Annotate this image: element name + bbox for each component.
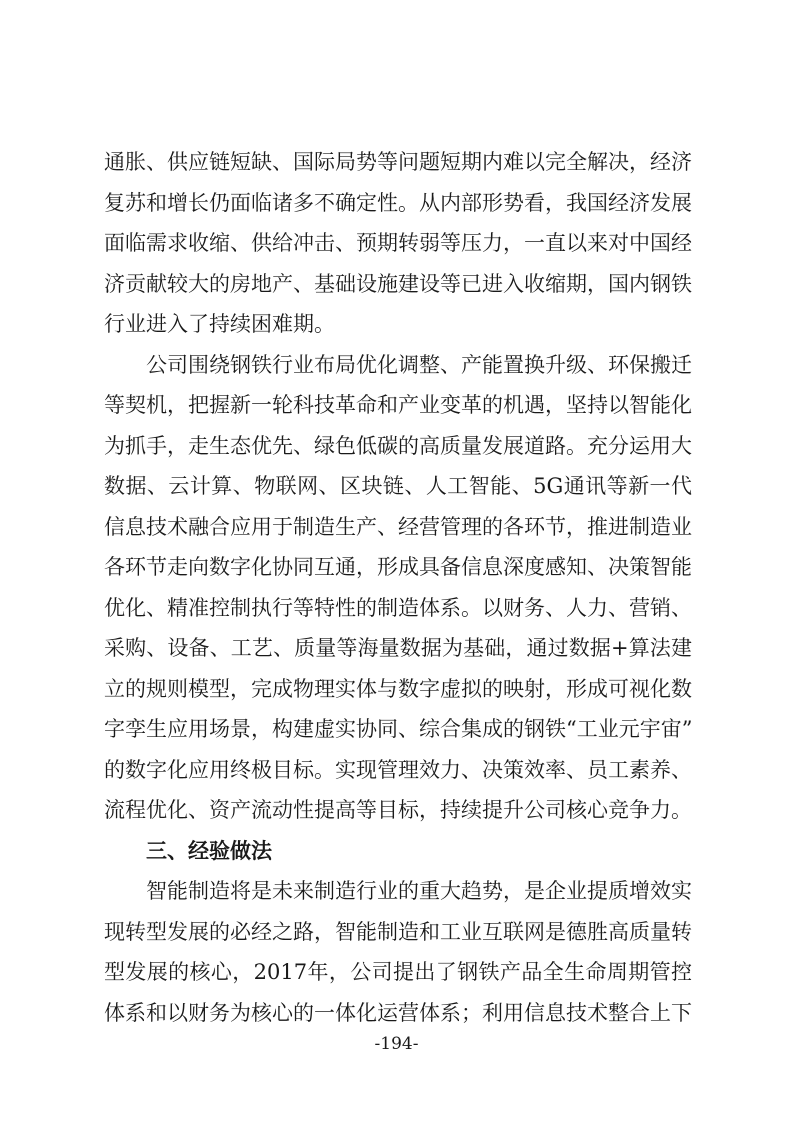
- text-line: 信息技术融合应用于制造生产、经营管理的各环节，推进制造业: [104, 514, 692, 539]
- text-line: 通胀、供应链短缺、国际局势等问题短期内难以完全解决，经济: [104, 150, 692, 174]
- text-line: 为抓手，走生态优先、绿色低碳的高质量发展道路。充分运用大: [104, 433, 692, 458]
- text-line: 面临需求收缩、供给冲击、预期转弱等压力，一直以来对中国经: [104, 231, 692, 255]
- text-line: 的数字化应用终极目标。实现管理效力、决策效率、员工素养、: [104, 757, 692, 782]
- text-line: 字孪生应用场景，构建虚实协同、综合集成的钢铁“工业元宇宙”: [104, 717, 692, 741]
- text-line: 流程优化、资产流动性提高等目标，持续提升公司核心竞争力。: [104, 798, 692, 822]
- text-line: 型发展的核心，2017年，公司提出了钢铁产品全生命周期管控: [104, 960, 692, 984]
- text-line: 复苏和增长仍面临诸多不确定性。从内部形势看，我国经济发展: [104, 190, 692, 215]
- section-heading: 三、经验做法: [146, 837, 272, 863]
- page-number: -194-: [374, 1034, 419, 1054]
- text-line: 公司围绕钢铁行业布局优化调整、产能置换升级、环保搬迁: [146, 352, 692, 377]
- text-line: 立的规则模型，完成物理实体与数字虚拟的映射，形成可视化数: [104, 676, 692, 701]
- body-text: [104, 142, 692, 1033]
- text-line: 体系和以财务为核心的一体化运营体系；利用信息技术整合上下: [104, 1000, 692, 1025]
- text-line: 数据、云计算、物联网、区块链、人工智能、5G通讯等新一代: [104, 474, 692, 498]
- paragraph-continuation: [104, 142, 692, 345]
- text-line: 等契机，把握新一轮科技革命和产业变革的机遇，坚持以智能化: [104, 393, 692, 417]
- paragraph-experience: [104, 871, 692, 1033]
- text-line: 行业进入了持续困难期。: [104, 312, 335, 336]
- text-line: 济贡献较大的房地产、基础设施建设等已进入收缩期，国内钢铁: [104, 271, 692, 296]
- text-line: 各环节走向数字化协同互通，形成具备信息深度感知、决策智能: [104, 555, 692, 579]
- text-line: 智能制造将是未来制造行业的重大趋势，是企业提质增效实: [146, 879, 692, 903]
- text-line: 采购、设备、工艺、质量等海量数据为基础，通过数据+算法建: [104, 636, 692, 660]
- text-line: 现转型发展的必经之路，智能制造和工业互联网是德胜高质量转: [104, 919, 692, 944]
- text-line: 优化、精准控制执行等特性的制造体系。以财务、人力、营销、: [104, 595, 692, 620]
- paragraph-company-strategy: [104, 345, 692, 831]
